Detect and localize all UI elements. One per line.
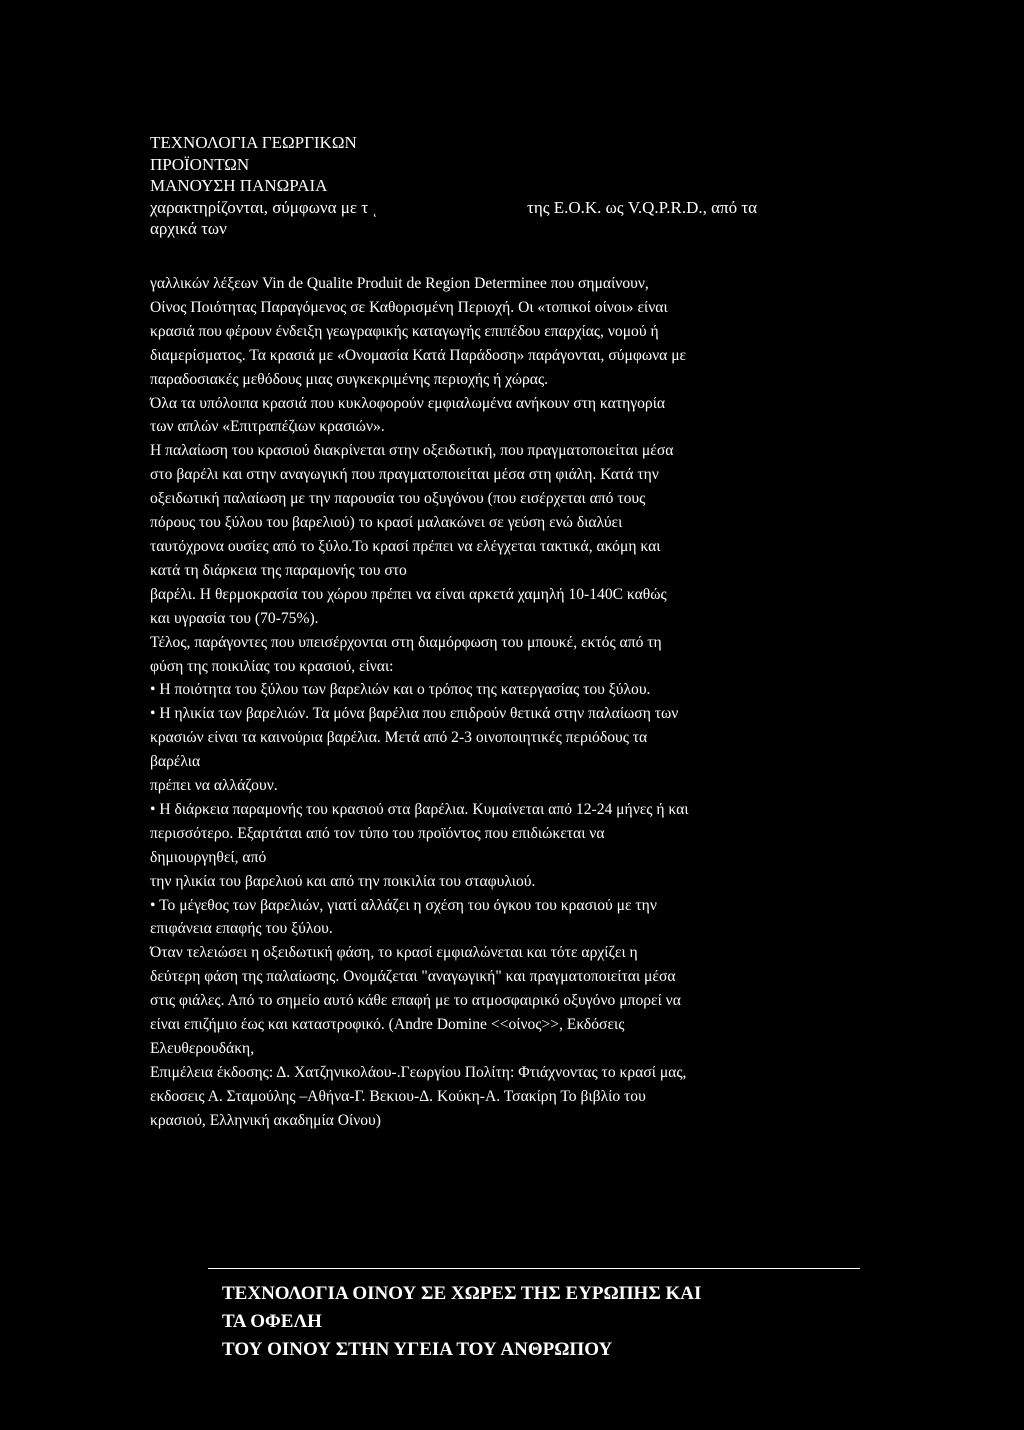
reference-line: κρασιού, Ελληνική ακαδημία Οίνου) [150,1111,381,1129]
body-line: διαμερίσματος. Τα κρασιά με «Ονομασία Κατά Παράδοση» παράγονται, σύμφωνα με [150,346,687,364]
body-line: Όταν τελειώσει η οξειδωτική φάση, το κρασί εμφιαλώνεται και τότε αρχίζει η [150,944,638,962]
body-line: επιφάνεια επαφής του ξύλου. [150,920,333,938]
body-line: στο βαρέλι και στην αναγωγική που πραγματοποιείται μέσα στη φιάλη. Κατά την [150,466,659,484]
body-line: Τέλος, παράγοντες που υπεισέρχονται στη διαμόρφωση του μπουκέ, εκτός από τη [150,633,662,651]
bullet-item: • Η ποιότητα του ξύλου των βαρελιών και ο τρόπος της κατεργασίας του ξύλου. [150,681,651,699]
body-line: Ελευθερουδάκη, [150,1040,255,1057]
footer-divider [208,1268,860,1269]
body-line: Όλα τα υπόλοιπα κρασιά που κυκλοφορούν εμφιαλωμένα ανήκουν στη κατηγορία [150,394,666,412]
header-continuation-right: της Ε.Ο.Κ. ως V.Q.P.R.D., από τα [527,197,758,217]
header-author: ΜΑΝΟΥΣΗ ΠΑΝΩΡΑΙΑ [150,176,328,195]
footer-title-line-1: ΤΕΧΝΟΛΟΓΙΑ ΟΙΝΟΥ ΣΕ ΧΩΡΕΣ ΤΗΣ ΕΥΡΩΠΗΣ ΚΑΙ [222,1283,702,1304]
body-line: κρασιά που φέρουν ένδειξη γεωγραφικής καταγωγής επιπέδου επαρχίας, νομού ή [150,322,659,340]
body-line: δεύτερη φάση της παλαίωσης. Ονομάζεται "αναγωγική" και πραγματοποιείται μέσα [150,968,676,986]
body-line: είναι επιζήμιο έως και καταστροφικό. (Andre Domine <<οίνος>>, Εκδόσεις [150,1016,625,1034]
body-line: πρέπει να αλλάζουν. [150,777,278,795]
bullet-item: • Το μέγεθος των βαρελιών, γιατί αλλάζει η σχέση του όγκου του κρασιού με την [150,896,657,914]
page-header [150,132,850,240]
body-line: παραδοσιακές μεθόδους μιας συγκεκριμένης περιοχής ή χώρας. [150,370,549,388]
footer-title-line-3: ΤΟΥ ΟΙΝΟΥ ΣΤΗΝ ΥΓΕΙΑ ΤΟΥ ΑΝΘΡΩΠΟΥ [222,1339,613,1360]
body-line: Η παλαίωση του κρασιού διακρίνεται στην οξειδωτική, που πραγματοποιείται μέσα [150,442,674,460]
body-line: περισσότερο. Εξαρτάται από τον τύπο του προϊόντος που επιδιώκεται να [150,824,605,842]
body-line: βαρέλια [150,753,201,771]
header-title-line-1: ΤΕΧΝΟΛΟΓΙΑ ΓΕΩΡΓΙΚΩΝ [150,133,357,152]
body-line: δημιουργηθεί, από [150,848,267,866]
header-continuation-line [150,197,850,219]
body-line: γαλλικών λέξεων Vin de Qualite Produit de Region Determinee που σημαίνουν, [150,275,649,292]
header-continuation-end: αρχικά των [150,219,227,238]
body-line: κατά τη διάρκεια της παραμονής του στο [150,561,407,579]
body-line: βαρέλι. Η θερμοκρασία του χώρου πρέπει να είναι αρκετά χαμηλή 10-140C καθώς [150,585,667,603]
footer-title-line-2: ΤΑ ΟΦΕΛΗ [222,1311,322,1332]
body-line: φύση της ποικιλίας του κρασιού, είναι: [150,657,394,675]
body-line: κρασιών είναι τα καινούρια βαρέλια. Μετά από 2-3 οινοποιητικές περιόδους τα [150,729,648,747]
reference-line: Επιμέλεια έκδοσης: Δ. Χατζηνικολάου-.Γεωργίου Πολίτη: Φτιάχνοντας το κρασί μας, [150,1063,687,1081]
header-title-line-2: ΠΡΟΪΟΝΤΩΝ [150,154,250,174]
body-line: των απλών «Επιτραπέζιων κρασιών». [150,418,385,436]
body-line: οξειδωτική παλαίωση με την παρουσία του οξυγόνου (που εισέρχεται από τους [150,490,646,508]
body-line: ταυτόχρονα ουσίες από το ξύλο.Το κρασί πρέπει να ελέγχεται τακτικά, ακόμη και [150,537,661,555]
body-line: πόρους του ξύλου του βαρελιού) το κρασί μαλακώνει σε γεύση ενώ διαλύει [150,514,623,532]
body-line: Οίνος Ποιότητας Παραγόμενος σε Καθορισμένη Περιοχή. Οι «τοπικοί οίνοι» είναι [150,298,668,316]
body-text [150,272,860,1133]
reference-line: εκδοσεις Α. Σταμούλης –Αθήνα-Γ. Βεκιου-Δ. Κούκη-Α. Τσακίρη Το βιβλίο του [150,1087,646,1105]
body-line: στις φιάλες. Από το σημείο αυτό κάθε επαφή με το ατμοσφαιρικό οξυγόνο μπορεί να [150,992,681,1010]
page-footer [222,1280,862,1364]
bullet-item: • Η ηλικία των βαρελιών. Τα μόνα βαρέλια που επιδρούν θετικά στην παλαίωση των [150,705,679,723]
body-line: την ηλικία του βαρελιού και από την ποικιλία του σταφυλιού. [150,872,536,890]
header-continuation-left: χαρακτηρίζονται, σύμφωνα με τ ͺ [150,197,379,217]
body-line: και υγρασία του (70-75%). [150,609,319,627]
bullet-item: • Η διάρκεια παραμονής του κρασιού στα βαρέλια. Κυμαίνεται από 12-24 μήνες ή και [150,800,689,818]
